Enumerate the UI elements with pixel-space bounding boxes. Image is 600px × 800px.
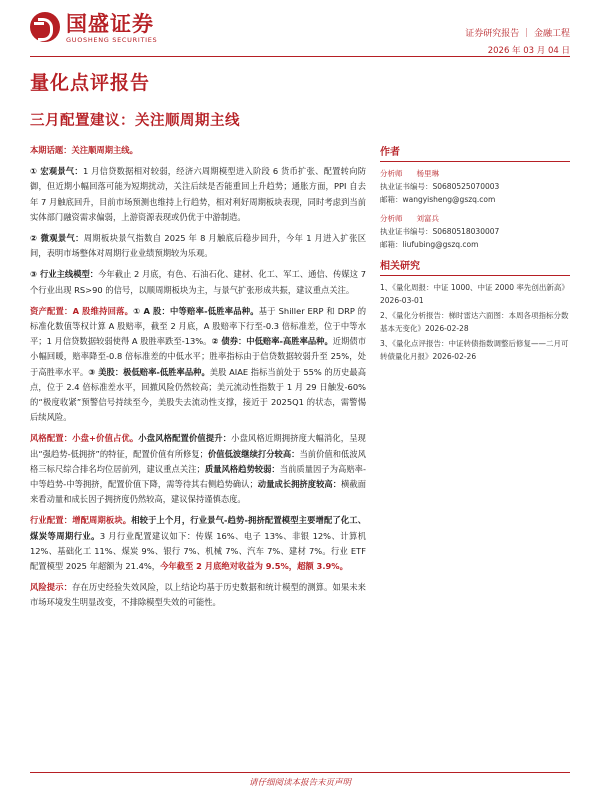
related-heading: 相关研究	[380, 257, 570, 276]
analyst-2-cert: 执业证书编号：S0680518030007	[380, 227, 500, 236]
industry-model-paragraph: ③ 行业主线模型：今年截止 2 月底，有色、石油石化、建材、化工、军工、通信、传媒这 7 个行业出现 RS>90 的信号，以顺周期板块为主，与景气扩张形成共振，建议重点关注。	[30, 269, 366, 295]
asset-allocation-paragraph: 资产配置：A 股维持回落。① A 股：中等赔率-低胜率品种。基于 Shiller ERP 和 DRP 的标准化数值等权计算 A 股赔率，截至 2 月底，A 股赔率下行至-0.3 倍标准差，位于中等水平；1 月信贷数据较弱使得 A 股胜率跌至-13%。② 债券：中低赔率-高胜率品种。近期债市小幅回暖，赔率降至-0.8 倍标准差的中低水平；胜率指标由于信贷数据较弱升至 25%，处于高胜率水平。③ 美股：极低赔率-低胜率品种。美股 AIAE 指标当前处于 55% 的历史最高点，位于 2.4 倍标准差水平，回撤风险仍然较高；美元流动性指数于 1 月 29 日触发-60%的“极度收紧”预警信号持续至今，美股失去流动性支撑，接近于 2025Q1 的状态，需警惕后续风险。	[30, 305, 366, 423]
analyst-1-cert: 执业证书编号：S0680525070003	[380, 182, 500, 191]
related-item[interactable]: 2、《量化分析报告：梯时雷达六面图：本周各项指标分数基本无变化》2026-02-28	[380, 311, 569, 333]
doc-type: 量化点评报告	[30, 72, 151, 94]
macro-paragraph: ① 宏观景气：1 月信贷数据相对较弱，经济六周期模型进入阶段 6 货币扩张、配置转向防御，但近期小幅回落可能为短期扰动，关注后续是否能重回上升趋势；通胀方面，PPI 自去年 7 月触底回升，目前市场预测也维持上行趋势，相对利好周期板块表现，同时考虑到当前实体部门融资需求偏弱，上游资源表现或仍优于中游制造。	[30, 166, 366, 222]
risk-paragraph: 风险提示：存在历史经验失效风险，以上结论均基于历史数据和统计模型的测算。如果未来市场环境发生明显改变，不排除模型失效的可能性。	[30, 582, 366, 608]
company-logo	[30, 12, 190, 52]
related-list	[380, 281, 570, 363]
analyst-2: 分析师 刘富兵	[380, 214, 439, 223]
related-item[interactable]: 1、《量化周报：中证 1000、中证 2000 率先创出新高》2026-03-01	[380, 283, 569, 305]
industry-allocation-paragraph: 行业配置：增配周期板块。相较于上个月，行业景气-趋势-拥挤配置模型主要增配了化工、煤炭等周期行业。3 月行业配置建议如下：传媒 16%、电子 13%、非银 12%、计算机 12%、基础化工 11%、煤炭 9%、银行 7%、机械 7%、汽车 7%、建材 7%。行业 ETF 配置模型 2025 年超额为 21.4%，今年截至 2 月底绝对收益为 9.5%，超额 3.9%。	[30, 515, 366, 572]
report-category: 证券研究报告 ｜ 金融工程	[465, 29, 570, 39]
logo-mark-icon	[30, 12, 60, 42]
related-item[interactable]: 3、《量化点评报告：中证转债指数调整后修复——二月可转债量化月报》2026-02-26	[380, 339, 569, 361]
micro-paragraph: ② 微观景气：周期板块景气指数自 2025 年 8 月触底后稳步回升，今年 1 月进入扩张区间，表明市场整体对周期行业业绩预期较为乐观。	[30, 233, 366, 259]
analyst-1-email[interactable]: 邮箱：wangyisheng@gszq.com	[380, 195, 496, 204]
footer-divider	[30, 772, 570, 773]
topic-paragraph: 本期话题：关注顺周期主线。	[30, 145, 138, 155]
logo-cn: 国盛证券	[66, 12, 154, 36]
main-body	[30, 143, 366, 617]
logo-en: GUOSHENG SECURITIES	[66, 36, 158, 44]
analyst-1: 分析师 杨里琳	[380, 169, 439, 178]
doc-title: 三月配置建议：关注顺周期主线	[30, 113, 240, 129]
header-divider	[30, 56, 570, 57]
style-allocation-paragraph: 风格配置：小盘+价值占优。小盘风格配置价值提升：小盘风格近期拥挤度大幅消化，呈现出“强趋势-低拥挤”的特征，配置价值有所修复；价值低波继续打分较高：当前价值和低波风格三标尺综合排名均位居前列，建议重点关注；质量风格趋势较弱：当前质量因子为高赔率-中等趋势-中等拥挤，配置价值下降，需等待其右侧趋势确认；动量成长拥挤度较高：横截面来看动量和成长因子拥挤度仍然较高，建议保持谨慎态度。	[30, 433, 366, 505]
page-header	[0, 0, 600, 58]
author-heading: 作者	[380, 143, 570, 162]
report-date: 2026 年 03 月 04 日	[487, 46, 570, 56]
footer-disclaimer: 请仔细阅读本报告末页声明	[248, 778, 351, 788]
analyst-2-email[interactable]: 邮箱：liufubing@gszq.com	[380, 240, 479, 249]
sidebar	[380, 143, 570, 365]
